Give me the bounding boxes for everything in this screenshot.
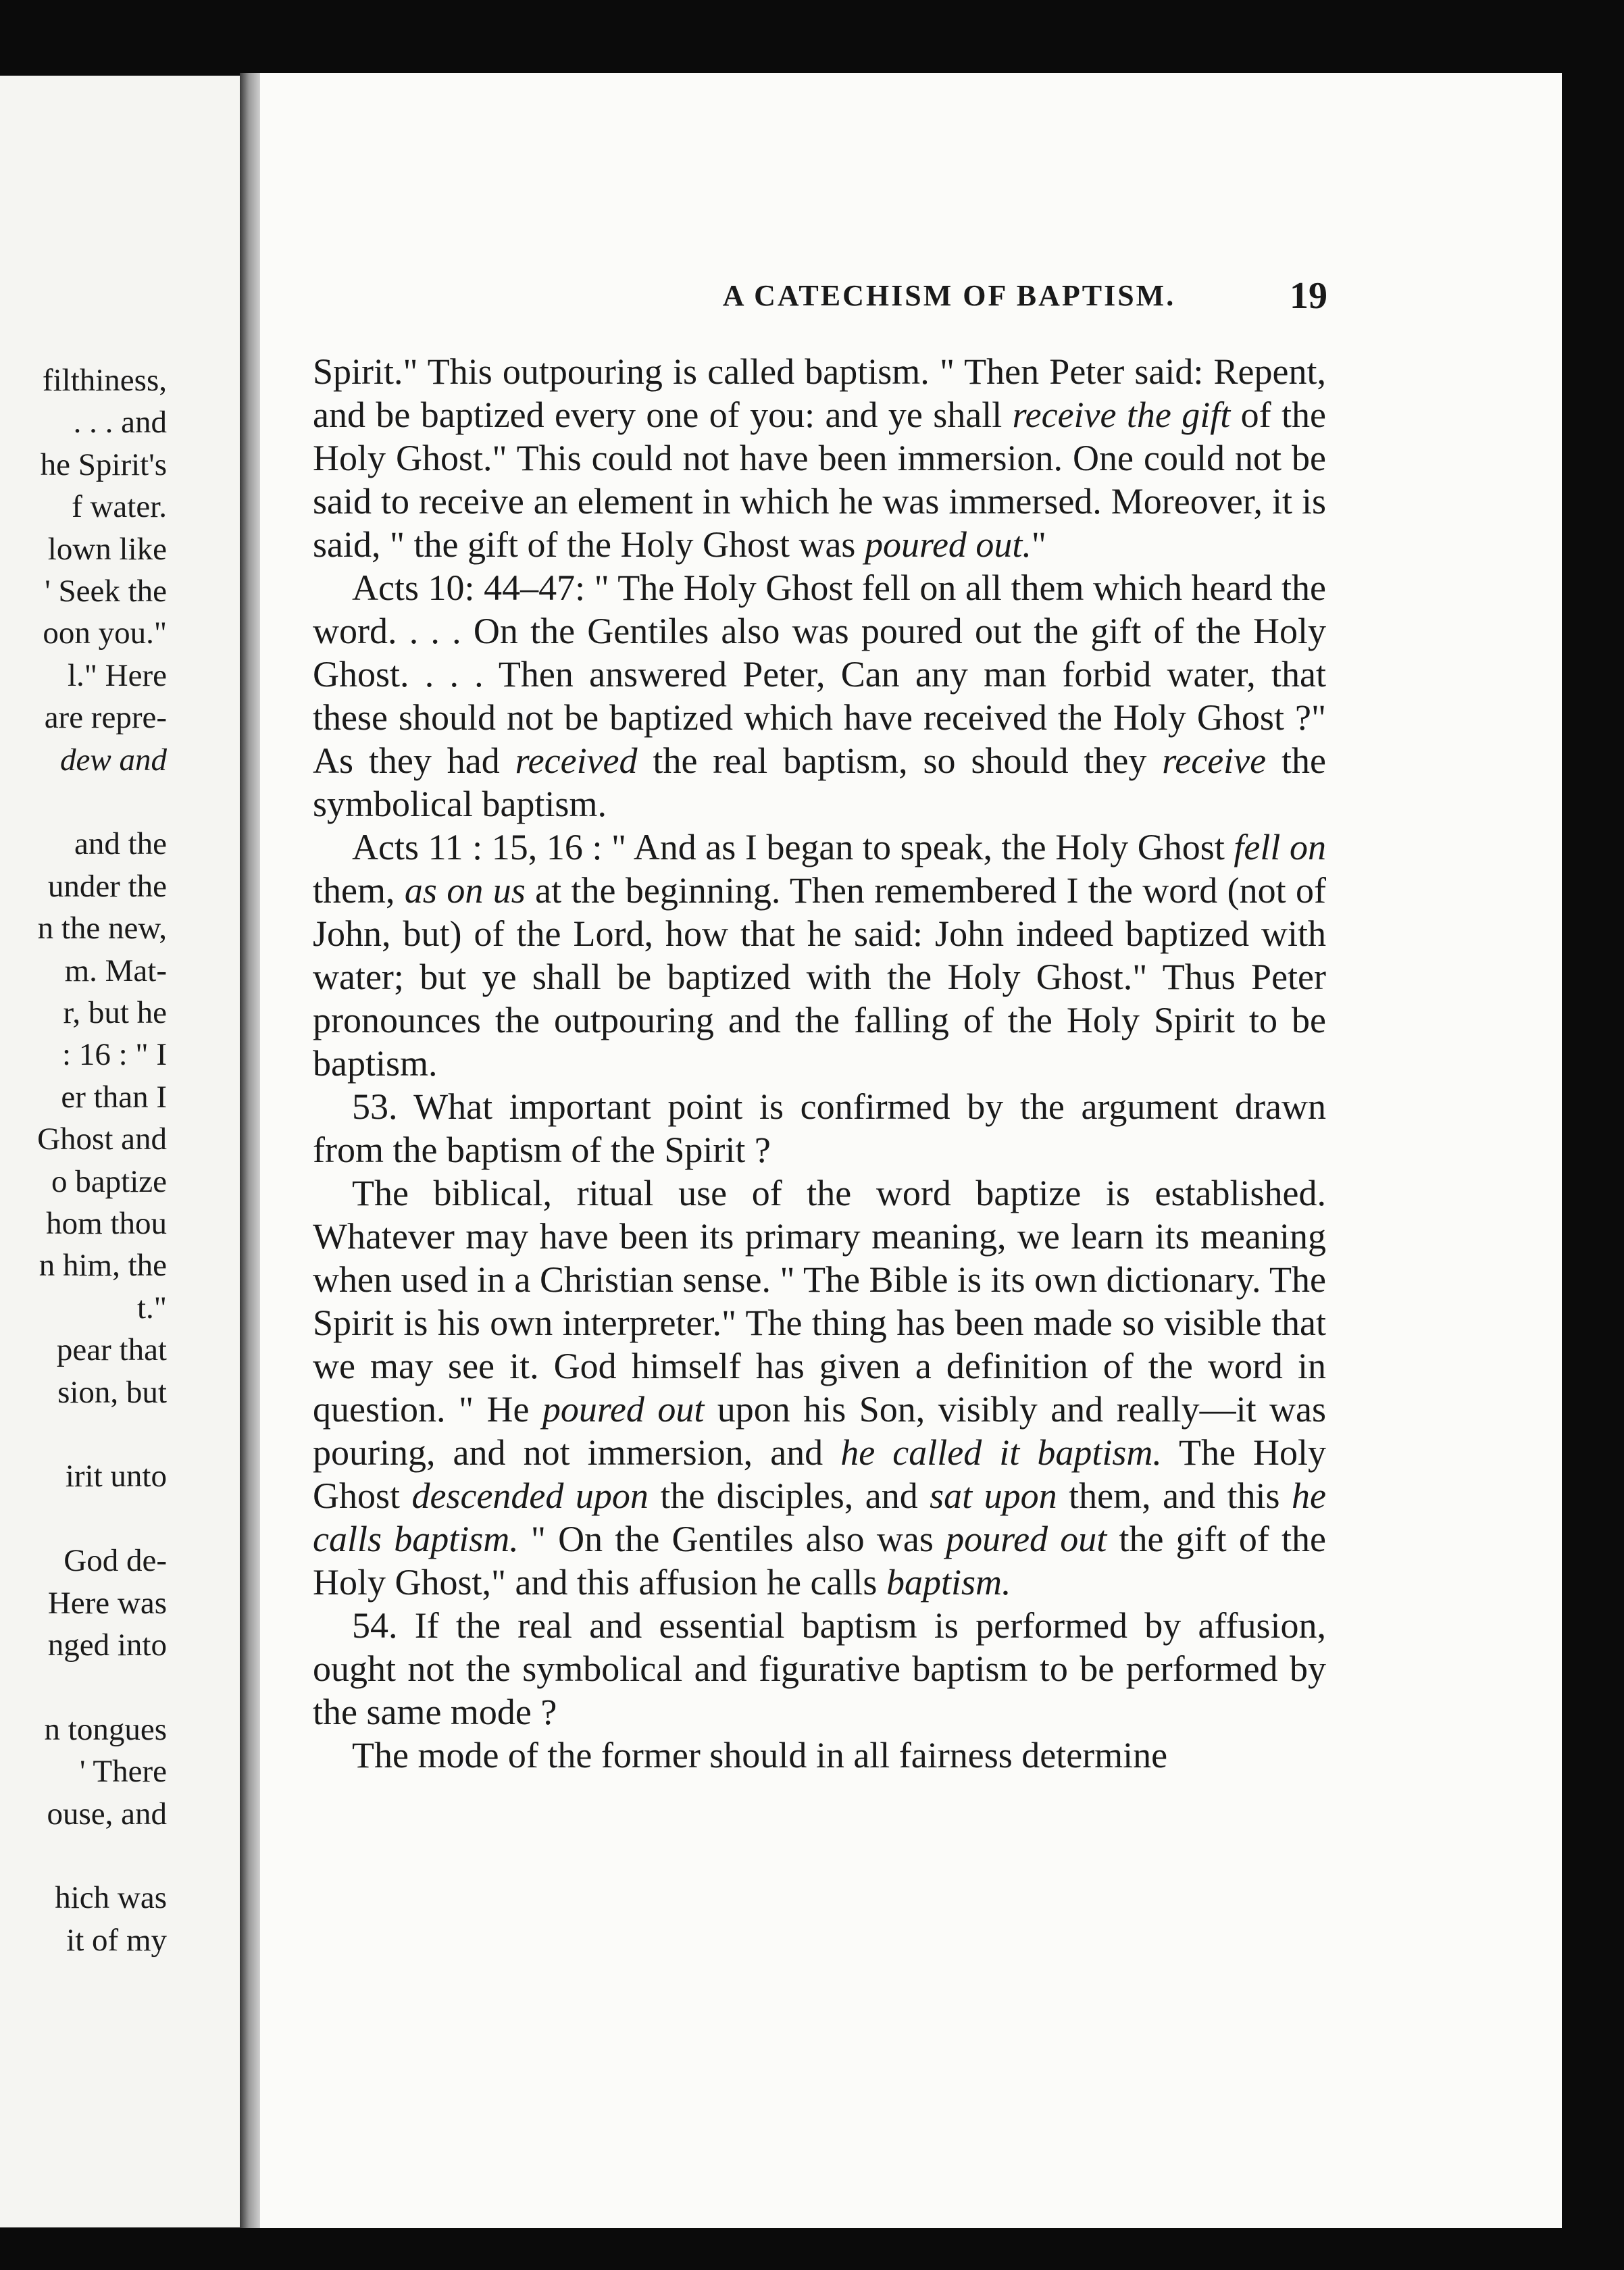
page-body: [313, 350, 1326, 1777]
previous-page-line: hom thou: [46, 1206, 167, 1241]
previous-page-line: oon you.": [43, 615, 167, 651]
previous-page-fragment: [0, 76, 240, 2227]
previous-page-line: n the new,: [37, 911, 167, 947]
previous-page-line: : 16 : " I: [62, 1037, 167, 1073]
previous-page-line: irit unto: [65, 1459, 167, 1494]
answer-53: The biblical, ritual use of the word baptize is established. Whatever may have been its primary meaning, we learn its meaning when used in a Christian sense. " The Bible is its own dictionary. The Spirit is his own interpreter." The thing has been made so visible that we may see it. God himself has given a definition of the word in question. " He poured out upon his Son, visibly and really—it was pouring, and not immersion, and he called it baptism. The Holy Ghost descended upon the disciples, and sat upon them, and this he calls baptism. " On the Gentiles also was poured out the gift of the Holy Ghost," and this affusion he calls baptism.: [313, 1173, 1327, 1603]
page-number: 19: [1290, 275, 1327, 317]
previous-page-line: nged into: [47, 1628, 167, 1663]
previous-page-line: lown like: [47, 531, 167, 567]
previous-page-line: o baptize: [51, 1163, 167, 1199]
previous-page-line: ' Seek the: [45, 574, 167, 609]
previous-page-line: hich was: [55, 1880, 167, 1916]
previous-page-line: n him, the: [39, 1248, 167, 1284]
paragraph-spirit-outpouring: Spirit." This outpouring is called baptism. " Then Peter said: Repent, and be baptized every one of you: and ye shall receive the gift of the Holy Ghost." This could not have been immersion. One could not be said to receive an element in which he was immersed. Moreover, it is said, " the gift of the Holy Ghost was poured out.": [313, 351, 1327, 565]
previous-page-line: ouse, and: [47, 1796, 167, 1832]
previous-page-line: [0, 781, 167, 823]
previous-page-line: pear that: [56, 1332, 167, 1368]
question-54: 54. If the real and essential baptism is performed by affusion, ought not the symbolical and figurative baptism to be performed by the same mode ?: [313, 1605, 1326, 1732]
previous-page-line: f water.: [72, 489, 167, 525]
previous-page-line: it of my: [66, 1922, 167, 1958]
previous-page-line: er than I: [61, 1079, 167, 1115]
question-53: 53. What important point is confirmed by the argument drawn from the baptism of the Spirit ?: [313, 1086, 1326, 1170]
previous-page-line: t.": [137, 1290, 167, 1326]
answer-54-start: The mode of the former should in all fairness determine: [352, 1735, 1168, 1775]
paragraph-acts-11: Acts 11 : 15, 16 : " And as I began to speak, the Holy Ghost fell on them, as on us at the beginning. Then remembered I the word (not of John, but) of the Lord, how that he said: John indeed baptized with water; but ye shall be baptized with the Holy Ghost." Thus Peter pronounces the outpouring and the falling of the Holy Spirit to be baptism.: [313, 827, 1326, 1084]
current-page: [260, 73, 1562, 2228]
previous-page-line: r, but he: [63, 995, 167, 1030]
previous-page-line: [0, 1666, 167, 1708]
previous-page-line: [0, 1498, 167, 1540]
previous-page-line: God de-: [64, 1543, 167, 1579]
previous-page-line: and the: [74, 826, 167, 862]
previous-page-line: l." Here: [67, 657, 167, 693]
previous-page-line: filthiness,: [42, 363, 167, 398]
previous-page-line: Ghost and: [37, 1121, 167, 1157]
previous-page-line: m. Mat-: [64, 953, 167, 988]
previous-page-line: under the: [47, 868, 167, 904]
page-gutter: [240, 73, 260, 2228]
previous-page-line: dew and: [60, 742, 167, 778]
previous-page-line: are repre-: [44, 700, 167, 736]
previous-page-text: [0, 76, 240, 2227]
previous-page-line: n tongues: [44, 1711, 167, 1747]
running-title: A CATECHISM OF BAPTISM.: [722, 279, 1176, 312]
previous-page-line: Here was: [47, 1585, 167, 1621]
previous-page-line: ' There: [80, 1754, 167, 1790]
previous-page-line: [0, 1413, 167, 1455]
paragraph-acts-10: Acts 10: 44–47: " The Holy Ghost fell on all them which heard the word. . . . On the Gentiles also was poured out the gift of the Holy Ghost. . . . Then answered Peter, Can any man forbid water, that these should not be baptized which have received the Holy Ghost ?" As they had received the real baptism, so should they receive the symbolical baptism.: [313, 568, 1327, 824]
previous-page-line: he Spirit's: [40, 447, 167, 482]
previous-page-line: [0, 1835, 167, 1877]
running-head: [260, 269, 1562, 323]
previous-page-line: sion, but: [57, 1374, 167, 1410]
previous-page-line: . . . and: [73, 405, 167, 440]
